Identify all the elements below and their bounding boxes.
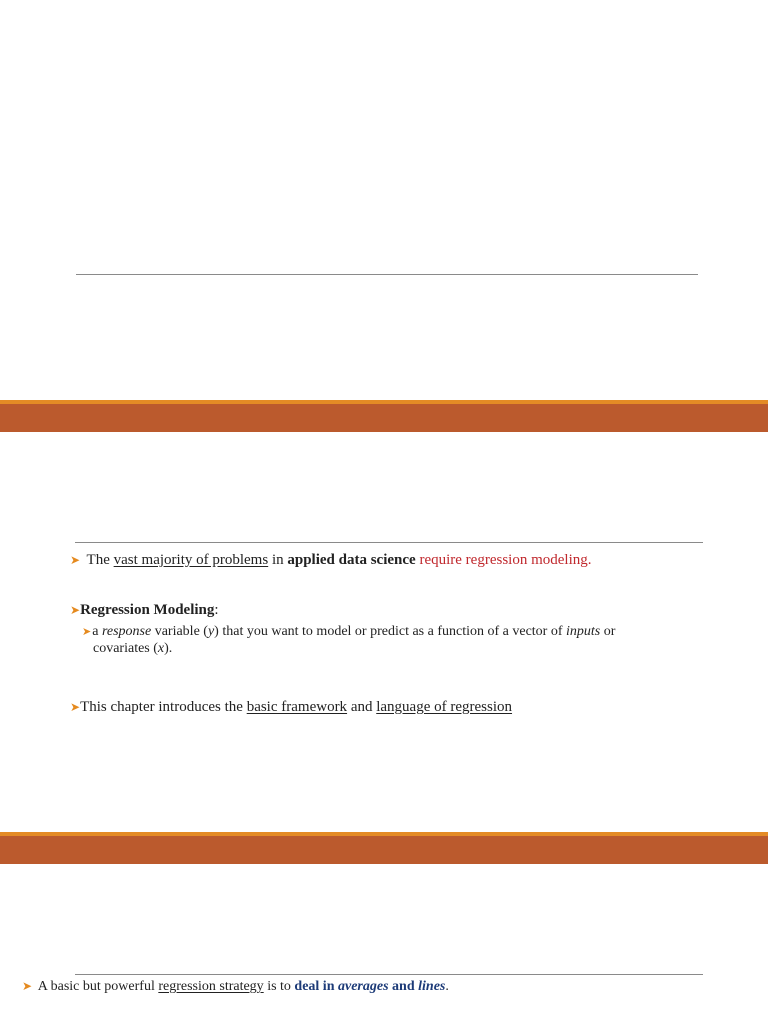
sub-bullet-covariates: covariates (x).: [93, 641, 173, 656]
slide-separator-band-1: [0, 400, 768, 432]
bullet-regression-modeling: ➤Regression Modeling:: [70, 602, 219, 618]
arrowhead-bullet-icon: ➤: [70, 553, 81, 567]
slide-separator-band-2: [0, 832, 768, 864]
bullet-regression-majority: ➤ The vast majority of problems in applied data science require regression modeling.: [70, 552, 592, 568]
arrowhead-bullet-icon: ➤: [70, 603, 81, 617]
arrowhead-bullet-icon: ➤: [70, 700, 81, 714]
sub-bullet-response-variable: ➤a response variable (y) that you want to model or predict as a function of a vector of inputs or: [82, 624, 616, 639]
arrowhead-bullet-icon: ➤: [82, 625, 92, 638]
arrowhead-bullet-icon: ➤: [22, 979, 33, 993]
bullet-chapter-introduction: ➤This chapter introduces the basic framework and language of regression: [70, 699, 513, 715]
band-highlight-stripe: [0, 400, 768, 404]
slide1-divider-line: [76, 274, 698, 275]
slide3-divider-line: [75, 974, 703, 975]
slide2-divider-line: [75, 542, 703, 543]
bullet-regression-strategy: ➤ A basic but powerful regression strategy is to deal in averages and lines.: [22, 979, 449, 994]
band-highlight-stripe: [0, 832, 768, 836]
